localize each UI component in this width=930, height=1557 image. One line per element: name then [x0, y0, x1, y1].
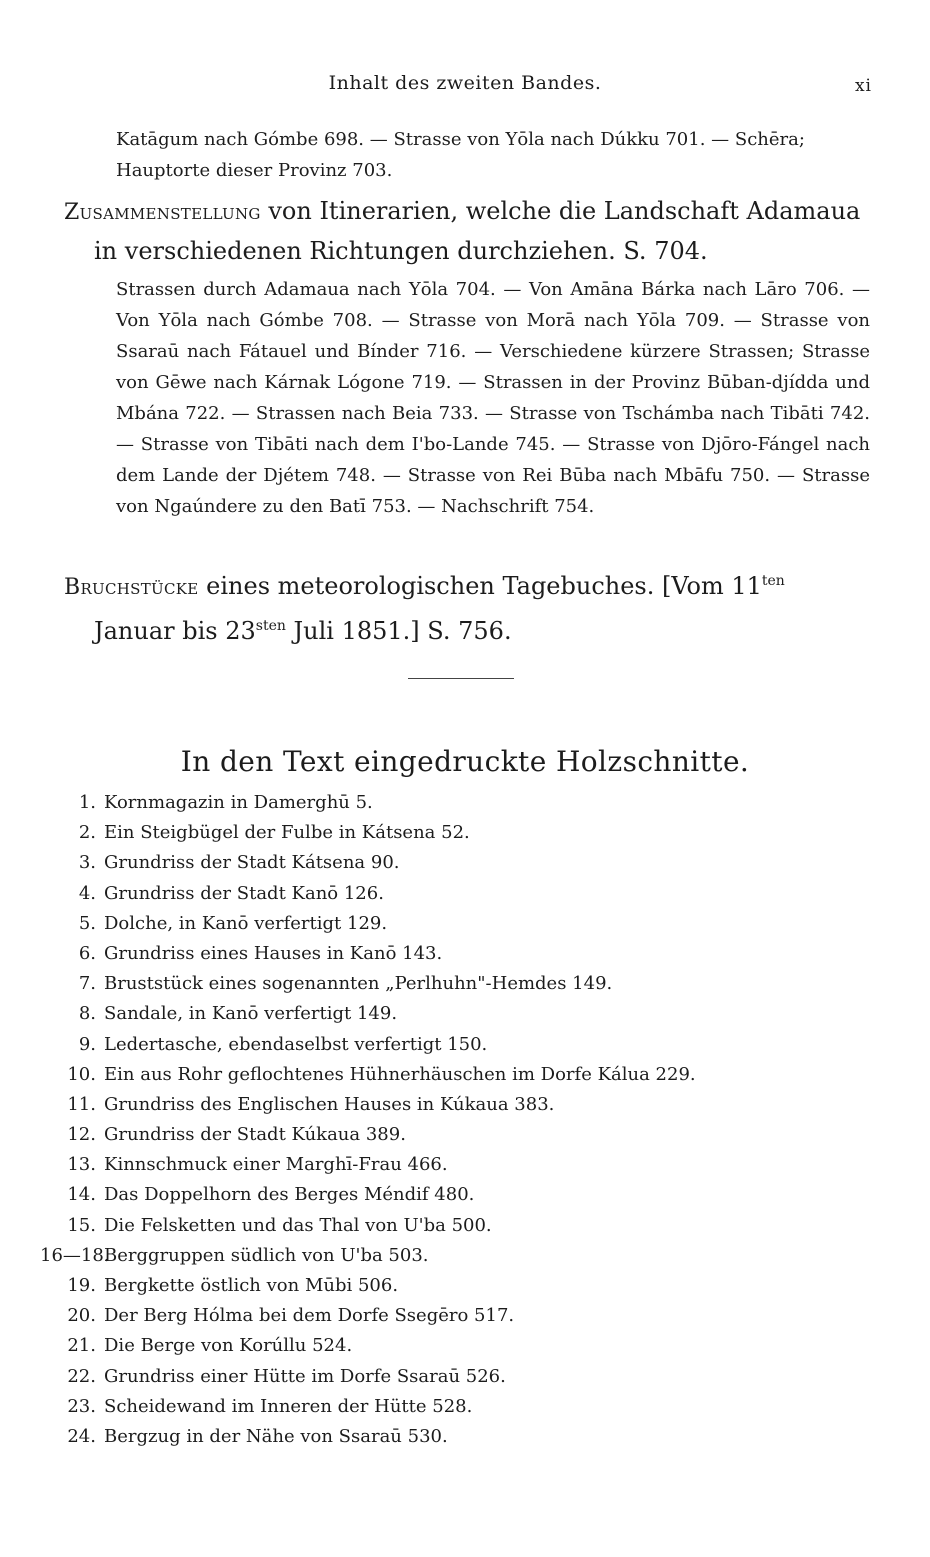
- figure-caption: Die Berge von Korúllu 524.: [104, 1335, 353, 1357]
- figure-number: 23.: [67, 1395, 96, 1417]
- figure-number: 11.: [67, 1093, 96, 1115]
- heading-small-caps: Zusammenstellung: [64, 200, 261, 225]
- figure-caption: Der Berg Hólma bei dem Dorfe Ssegēro 517.: [104, 1305, 515, 1327]
- figure-list-item: [40, 1422, 840, 1452]
- figure-number: 1.: [78, 792, 96, 813]
- figure-caption: Kinnschmuck einer Marghī-Frau 466.: [104, 1154, 448, 1176]
- figure-list-item: [40, 1150, 840, 1180]
- figure-number: 22.: [67, 1365, 96, 1387]
- figure-number: 9.: [78, 1033, 96, 1055]
- figure-caption: Bruststück eines sogenannten „Perlhuhn"-Hemdes 149.: [104, 973, 613, 995]
- figure-caption: Grundriss der Stadt Kúkaua 389.: [104, 1124, 406, 1146]
- figure-caption: Ein aus Rohr geflochtenes Hühnerhäuschen im Dorfe Kálua 229.: [104, 1063, 696, 1085]
- figure-number: 3.: [78, 852, 96, 874]
- figure-list-item: [40, 909, 840, 939]
- figure-number: 5.: [78, 912, 96, 934]
- figure-number: 2.: [78, 822, 96, 844]
- running-title: Inhalt des zweiten Bandes.: [328, 72, 602, 94]
- figure-number: 14.: [67, 1184, 96, 1206]
- figure-list-item: [40, 1301, 840, 1331]
- figure-list-item: [40, 818, 840, 848]
- figure-number: 24.: [67, 1425, 96, 1447]
- section-heading: [64, 562, 870, 650]
- figure-list-item: [40, 848, 840, 878]
- figure-caption: Ledertasche, ebendaselbst verfertigt 150.: [104, 1033, 488, 1055]
- figure-caption: Bergzug in der Nähe von Ssaraū 530.: [104, 1425, 448, 1447]
- figure-number: 7.: [78, 973, 96, 995]
- figure-caption: Grundriss der Stadt Kanō 126.: [104, 882, 384, 904]
- figure-number: 20.: [67, 1305, 96, 1327]
- figure-caption: Kornmagazin in Damerghū 5.: [104, 792, 373, 813]
- figure-list-item: [40, 1120, 840, 1150]
- page-number: xi: [854, 76, 872, 96]
- figure-number: 13.: [67, 1154, 96, 1176]
- figure-caption: Das Doppelhorn des Berges Méndif 480.: [104, 1184, 475, 1206]
- section-bruchstuecke: [64, 562, 870, 650]
- figure-list-item: [40, 1060, 840, 1090]
- figure-number: 16—18.: [40, 1244, 110, 1266]
- figure-list-item: [40, 1030, 840, 1060]
- heading-small-caps: Bruchstücke: [64, 575, 199, 600]
- figure-caption: Ein Steigbügel der Fulbe in Kátsena 52.: [104, 822, 470, 844]
- figure-number: 8.: [78, 1003, 96, 1025]
- figure-list-item: [40, 879, 840, 909]
- figure-caption: Bergkette östlich von Mūbi 506.: [104, 1275, 399, 1296]
- figure-list-item: [40, 1392, 840, 1422]
- figure-caption: Sandale, in Kanō verfertigt 149.: [104, 1003, 398, 1025]
- figure-number: 4.: [78, 882, 96, 904]
- heading-text-c: Juli 1851.] S. 756.: [285, 617, 512, 645]
- heading-text-a: eines meteorologischen Tagebuches. [Vom 11: [198, 572, 762, 600]
- figure-list-item: [40, 788, 840, 818]
- figure-number: 10.: [67, 1063, 96, 1085]
- figure-number: 21.: [67, 1335, 96, 1357]
- figures-list: [40, 788, 840, 1452]
- figure-caption: Grundriss eines Hauses in Kanō 143.: [104, 942, 443, 964]
- figure-list-item: [40, 1180, 840, 1210]
- figure-number: 6.: [78, 942, 96, 964]
- figure-list-item: [40, 1241, 840, 1271]
- section-itinerarien: [64, 192, 870, 522]
- figure-caption: Scheidewand im Inneren der Hütte 528.: [104, 1395, 473, 1417]
- figure-list-item: [40, 1271, 840, 1301]
- figure-number: 12.: [67, 1124, 96, 1146]
- figure-list-item: [40, 1331, 840, 1361]
- figure-caption: Die Felsketten und das Thal von U'ba 500.: [104, 1214, 492, 1236]
- figure-caption: Grundriss einer Hütte im Dorfe Ssaraū 526.: [104, 1365, 506, 1387]
- superscript: ten: [761, 573, 785, 589]
- figure-caption: Berggruppen südlich von U'ba 503.: [104, 1244, 429, 1266]
- figure-list-item: [40, 999, 840, 1029]
- page-header: [0, 72, 930, 102]
- divider-rule: [408, 678, 514, 679]
- figure-list-item: [40, 969, 840, 999]
- figure-caption: Grundriss des Englischen Hauses in Kúkaua 383.: [104, 1093, 555, 1115]
- figure-number: 19.: [67, 1275, 96, 1296]
- continuation-text: Katāgum nach Gómbe 698. — Strasse von Yōla nach Dúkku 701. — Schēra; Hauptorte dieser Provinz 703.: [116, 129, 805, 181]
- section-details: Strassen durch Adamaua nach Yōla 704. — Von Amāna Bárka nach Lāro 706. — Von Yōla nach Gómbe 708. — Strasse von Morā nach Yōla 709. — Strasse von Ssaraū nach Fátauel und Bínder 716. — Verschiedene kürzere Strassen; Strasse von Gēwe nach Kárnak Lógone 719. — Strassen in der Provinz Būban-djídda und Mbána 722. — Strassen nach Beia 733. — Strasse von Tschámba nach Tibāti 742. — Strasse von Tibāti nach dem I'bo-Lande 745. — Strasse von Djōro-Fángel nach dem Lande der Djétem 748. — Strasse von Rei Būba nach Mbāfu 750. — Strasse von Ngaúndere zu den Batī 753. — Nachschrift 754.: [116, 279, 870, 517]
- superscript: sten: [255, 618, 286, 634]
- heading-text: von Itinerarien, welche die Landschaft Adamaua in verschiedenen Richtungen durchziehen. S. 704.: [94, 197, 861, 265]
- section-heading: [64, 192, 870, 270]
- figure-number: 15.: [67, 1214, 96, 1236]
- figure-list-item: [40, 1362, 840, 1392]
- figure-list-item: [40, 939, 840, 969]
- figure-list-item: [40, 1090, 840, 1120]
- figure-list-item: [40, 1211, 840, 1241]
- figure-caption: Grundriss der Stadt Kátsena 90.: [104, 852, 400, 874]
- figure-caption: Dolche, in Kanō verfertigt 129.: [104, 912, 388, 934]
- heading-text-b: Januar bis 23: [94, 617, 256, 645]
- figures-title: In den Text eingedruckte Holzschnitte.: [180, 745, 750, 778]
